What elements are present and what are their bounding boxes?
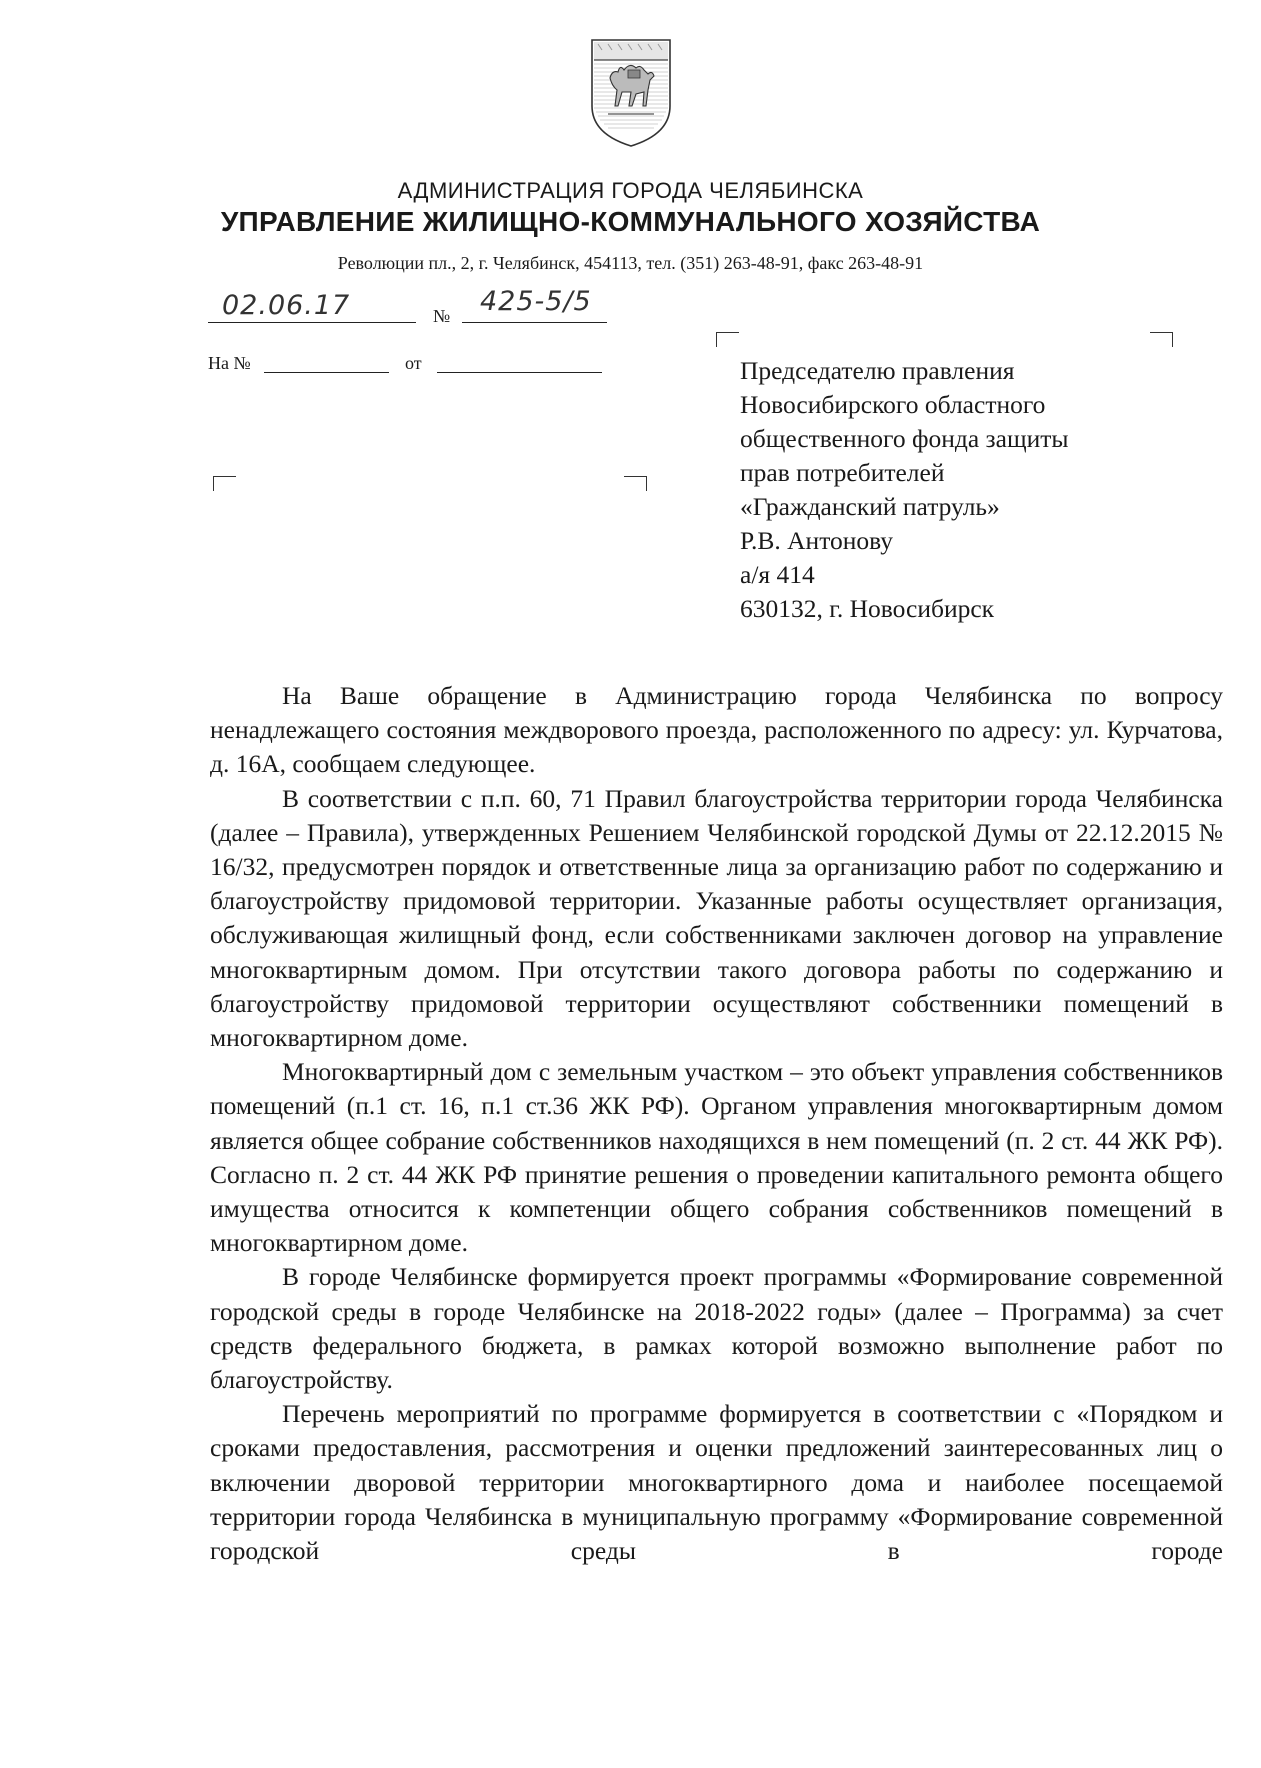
body-paragraph: Многоквартирный дом с земельным участком – это объект управления собственников помещений (п.1 ст. 16, п.1 ст.36 ЖК РФ). Органом управления многоквартирным домом является общее собрание собственников находящихся в нем помещений (п. 2 ст. 44 ЖК РФ). Согласно п. 2 ст. 44 ЖК РФ принятие решения о проведении капитального ремонта общего имущества относится к компетенции общего собрания собственников помещений в многоквартирном доме. [210, 1057, 1223, 1258]
reference-number-label: На № [208, 353, 251, 373]
date-underline [208, 322, 416, 323]
subject-corner-left [213, 476, 236, 491]
address-corner-right [1150, 332, 1173, 347]
recipient-line: «Гражданский патруль» [740, 492, 1000, 521]
number-sign: № [433, 306, 451, 326]
recipient-line: общественного фонда защиты [740, 424, 1069, 453]
body-paragraph: В городе Челябинске формируется проект программы «Формирование современной городской среды в городе Челябинске на 2018-2022 годы» (далее – Программа) за счет средств федерального бюджета, в рамках которой возможно выполнение работ по благоустройству. [210, 1262, 1223, 1395]
address-corner-left [716, 332, 739, 347]
recipient-line: прав потребителей [740, 458, 945, 487]
recipient-line: Председателю правления [740, 356, 1015, 385]
recipient-line: а/я 414 [740, 560, 815, 589]
recipient-line: Р.В. Антонову [740, 526, 894, 555]
body-paragraph: Перечень мероприятий по программе формируется в соответствии с «Порядком и сроками предоставления, рассмотрения и оценки предложений заинтересованных лиц о включении дворовой территории многоквартирного дома и наиболее посещаемой территории города Челябинска в муниципальную программу «Формирование современной городской среды в городе [210, 1399, 1223, 1566]
letter-body [210, 679, 1223, 1568]
body-paragraph: В соответствии с п.п. 60, 71 Правил благоустройства территории города Челябинска (далее – Правила), утвержденных Решением Челябинской городской Думы от 22.12.2015 № 16/32, предусмотрен порядок и ответственные лица за организацию работ по содержанию и благоустройству придомовой территории. Указанные работы осуществляет организация, обслуживающая жилищный фонд, если собственниками заключен договор на управление многоквартирным домом. При отсутствии такого договора работы по содержанию и благоустройству придомовой территории осуществляют собственники помещений в многоквартирном доме. [210, 783, 1223, 1053]
reference-date-underline [437, 372, 602, 373]
department-address: Революции пл., 2, г. Челябинск, 454113, тел. (351) 263-48-91, факс 263-48-91 [337, 253, 924, 273]
number-underline [462, 322, 607, 323]
department-name: УПРАВЛЕНИЕ ЖИЛИЩНО-КОММУНАЛЬНОГО ХОЗЯЙСТВА [220, 206, 1041, 237]
administration-name: АДМИНИСТРАЦИЯ ГОРОДА ЧЕЛЯБИНСКА [397, 178, 864, 203]
reference-date-label: от [405, 353, 422, 373]
reference-number-underline [264, 372, 389, 373]
recipient-block [740, 354, 1069, 626]
recipient-line: Новосибирского областного [740, 390, 1046, 419]
recipient-line: 630132, г. Новосибирск [740, 594, 995, 623]
outgoing-number: 425-5/5 [480, 286, 592, 317]
body-paragraph: На Ваше обращение в Администрацию города Челябинска по вопросу ненадлежащего состояния междворового проезда, расположенного по адресу: ул. Курчатова, д. 16А, сообщаем следующее. [210, 681, 1223, 779]
subject-corner-right [624, 476, 647, 491]
coat-of-arms-icon [588, 34, 674, 150]
outgoing-date: 02.06.17 [222, 290, 351, 321]
